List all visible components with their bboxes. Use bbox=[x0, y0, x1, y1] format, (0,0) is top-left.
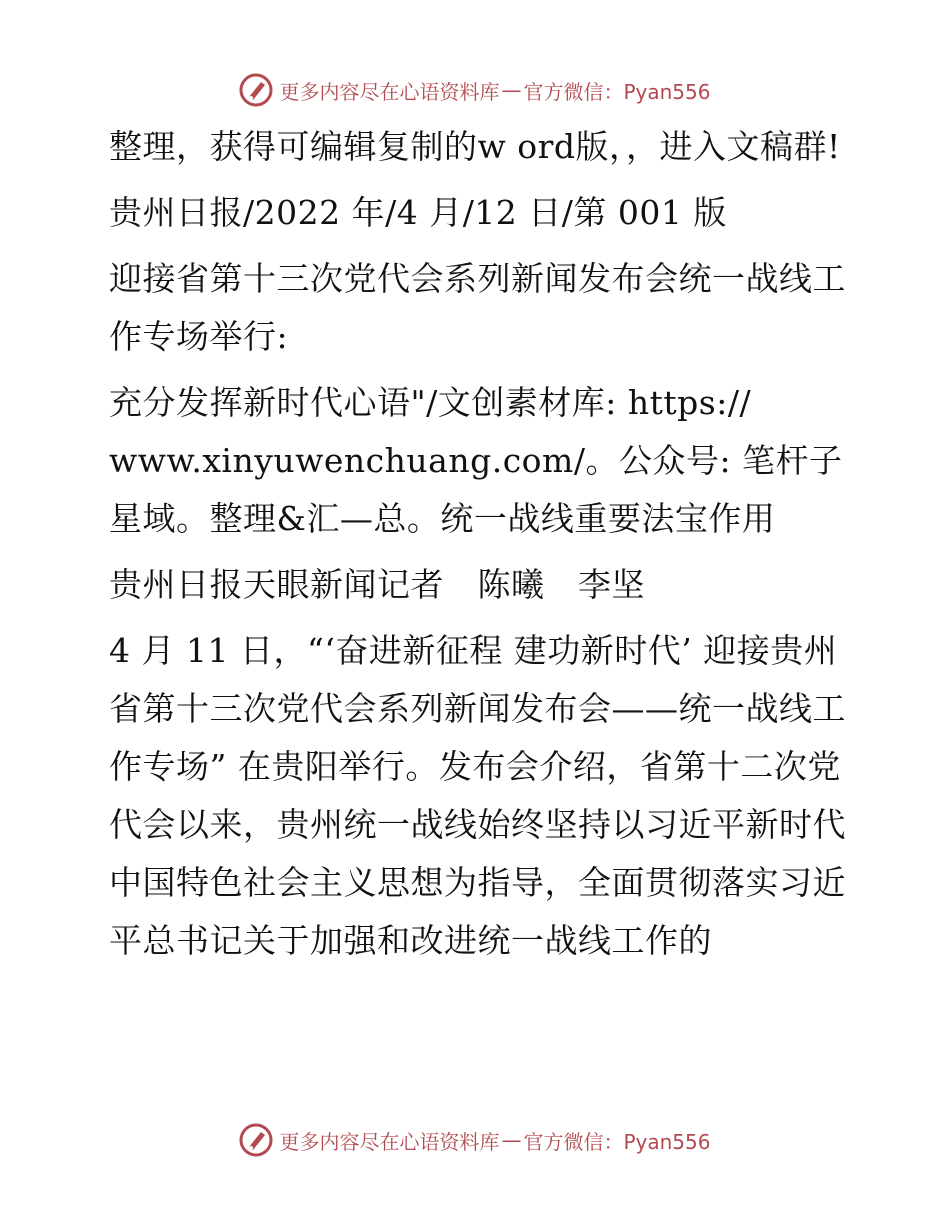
pen-logo-icon bbox=[239, 73, 273, 107]
headline: 迎接省第十三次党代会系列新闻发布会统一战线工作专场举行: bbox=[109, 259, 846, 356]
publication-line: 贵州日报/2022 年/4 月/12 日/第 001 版 bbox=[109, 193, 727, 232]
subheadline: 充分发挥新时代心语"/文创素材库: https:// www.xinyuwenchuang.com/。公众号: 笔杆子星域。整理&汇—总。统一战线重要法宝作用 bbox=[109, 383, 843, 538]
footer-watermark bbox=[0, 1120, 950, 1160]
watermark-separator: — bbox=[501, 78, 522, 102]
watermark-wechat: 官方微信：Pyan556 bbox=[523, 1129, 711, 1154]
watermark-text: 更多内容尽在心语资料库 bbox=[279, 1129, 500, 1154]
watermark-separator: — bbox=[501, 1128, 522, 1152]
pen-logo-icon bbox=[239, 1123, 273, 1157]
intro-paragraph: 整理，获得可编辑复制的w ord版，，进入文稿群! bbox=[109, 127, 841, 166]
article-paragraph: 4 月 11 日，“‘奋进新征程 建功新时代’ 迎接贵州省第十三次党代会系列新闻发布会——统一战线工作专场” 在贵阳举行。发布会介绍，省第十二次党代会以来，贵州统一战线始终坚持以习近平新时代中国特色社会主义思想为指导，全面贯彻落实习近平总书记关于加强和改进统一战线工作的 bbox=[109, 631, 846, 960]
document-body bbox=[97, 118, 857, 970]
watermark-wechat: 官方微信：Pyan556 bbox=[523, 79, 711, 104]
watermark-text: 更多内容尽在心语资料库 bbox=[279, 79, 500, 104]
byline: 贵州日报天眼新闻记者 陈曦 李坚 bbox=[109, 565, 645, 604]
header-watermark bbox=[0, 70, 950, 110]
